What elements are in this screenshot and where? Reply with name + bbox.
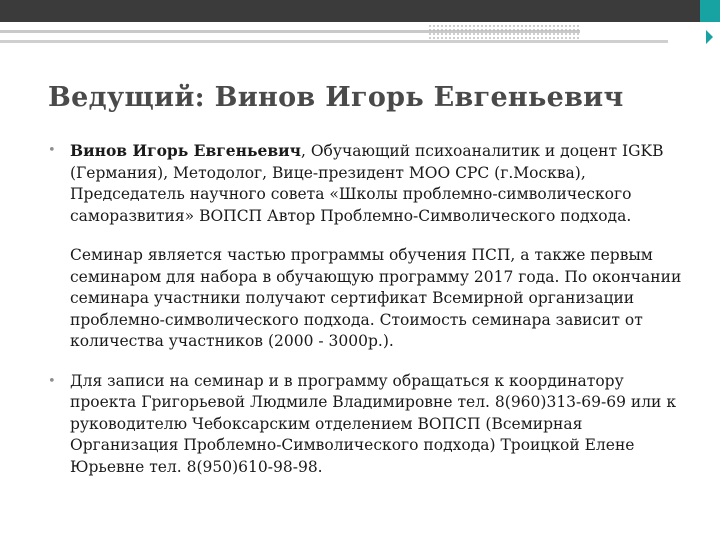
- paragraph-seminar: [44, 245, 684, 353]
- seminar-description: Семинар является частью программы обучения ПСП, а также первым семинаром для набора в обучающую программу 2017 года. По окончании семинара участники получают сертификат Всемирной организации проблемно-символического подхода. Стоимость семинара зависит от количества участников (2000 - 3000р.).: [70, 246, 682, 350]
- bullet-marker: •: [48, 373, 56, 389]
- header-rule-lower: [0, 40, 668, 43]
- header-dot-pattern: [428, 24, 580, 40]
- paragraph-speaker: [44, 140, 684, 227]
- slide-body: [44, 140, 684, 478]
- bullet-marker: •: [48, 143, 56, 158]
- contacts-text: Для записи на семинар и в программу обращаться к координатору проекта Григорьевой Людмиле Владимировне тел. 8(960)313-69-69 или к руководителю Чебоксарским отделением ВОПСП (Всемирная Организация Проблемно-Символического подхода) Троицкой Елене Юрьевне тел. 8(950)610-98-98.: [70, 371, 677, 476]
- slide-title: Ведущий: Винов Игорь Евгеньевич: [48, 82, 624, 113]
- header-dark-bar: [0, 0, 700, 22]
- speaker-description: , Обучающий психоаналитик и доцент IGKB (Германия), Методолог, Вице-президент МОО СРС (г.Москва), Председатель научного совета «Школы проблемно-символического саморазвития» ВОПСП Автор Проблемно-Символического подхода.: [70, 142, 664, 225]
- header-accent-bar: [700, 0, 720, 22]
- paragraph-contacts: [44, 371, 684, 479]
- speaker-name: Винов Игорь Евгеньевич: [70, 141, 301, 160]
- corner-marker: [706, 30, 713, 44]
